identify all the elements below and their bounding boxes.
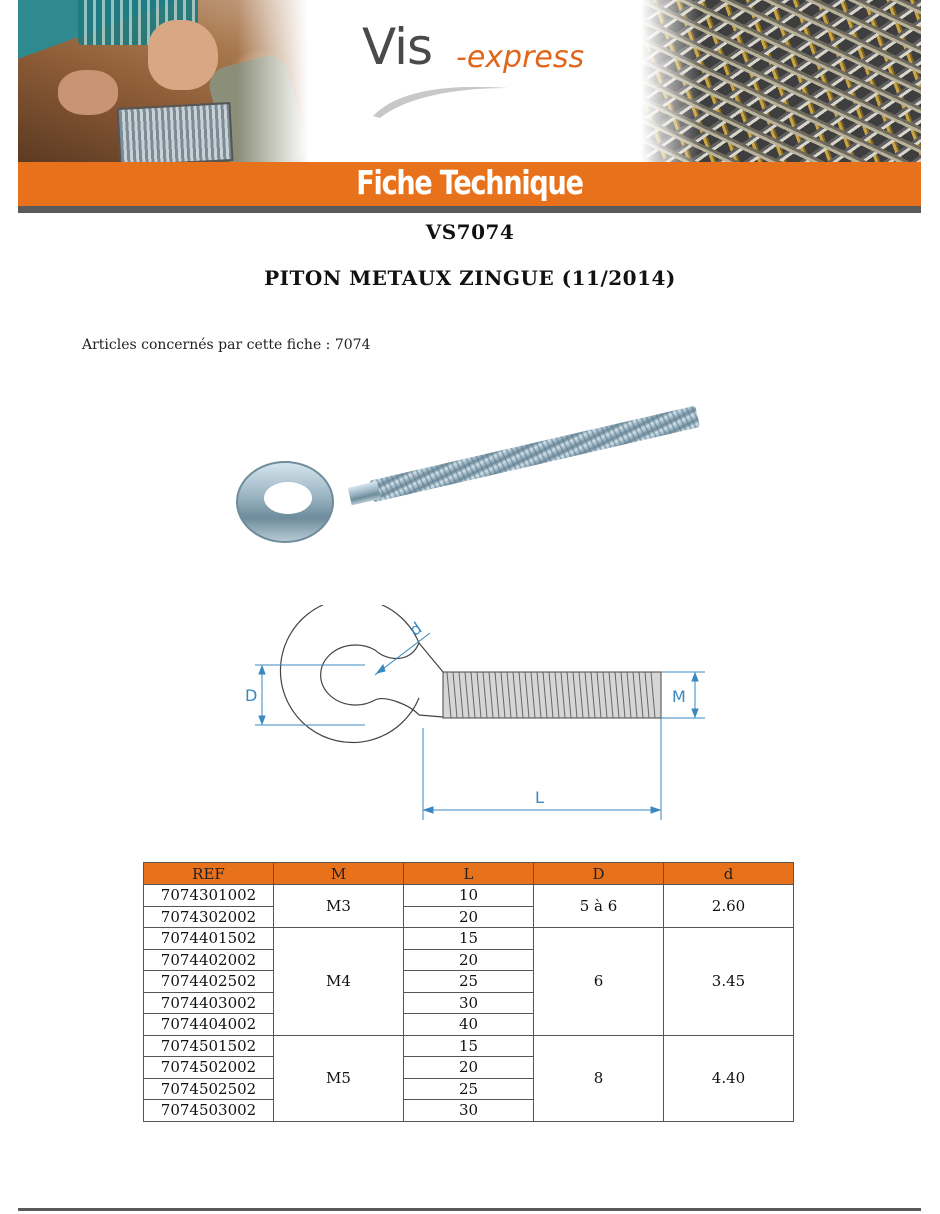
ref-cell: 7074302002 — [144, 906, 274, 928]
l-cell: 30 — [404, 1100, 534, 1122]
workshop-photo — [18, 0, 308, 162]
ref-cell: 7074502502 — [144, 1078, 274, 1100]
ref-cell: 7074502002 — [144, 1057, 274, 1079]
label-L: L — [535, 788, 544, 807]
label-M: M — [672, 687, 686, 706]
m-cell: M4 — [274, 928, 404, 1036]
ref-cell: 7074402002 — [144, 949, 274, 971]
dimension-diagram — [225, 605, 715, 830]
big-d-cell: 5 à 6 — [534, 885, 664, 928]
l-cell: 20 — [404, 1057, 534, 1079]
ref-cell: 7074503002 — [144, 1100, 274, 1122]
vis-express-logo — [348, 18, 648, 118]
footer-divider — [18, 1208, 921, 1211]
label-D: D — [245, 686, 258, 705]
col-header-big-d: D — [534, 863, 664, 885]
logo-vis-text: Vis — [362, 18, 433, 76]
m-cell: M3 — [274, 885, 404, 928]
l-cell: 15 — [404, 928, 534, 950]
col-header-m: M — [274, 863, 404, 885]
table-row — [144, 928, 794, 950]
spec-table — [143, 862, 794, 1122]
l-cell: 15 — [404, 1035, 534, 1057]
articles-concerned: Articles concernés par cette fiche : 7074 — [82, 337, 371, 353]
m-cell: M5 — [274, 1035, 404, 1121]
l-cell: 40 — [404, 1014, 534, 1036]
product-photo — [230, 400, 710, 550]
col-header-l: L — [404, 863, 534, 885]
logo-swoosh-icon — [368, 80, 528, 120]
l-cell: 20 — [404, 906, 534, 928]
l-cell: 20 — [404, 949, 534, 971]
small-d-cell: 3.45 — [664, 928, 794, 1036]
ref-cell: 7074402502 — [144, 971, 274, 993]
ref-cell: 7074404002 — [144, 1014, 274, 1036]
product-code: VS7074 — [425, 220, 515, 244]
logo-express-text: -express — [456, 40, 585, 75]
title-bar — [18, 162, 921, 206]
l-cell: 25 — [404, 971, 534, 993]
table-row — [144, 1035, 794, 1057]
col-header-small-d: d — [664, 863, 794, 885]
small-d-cell: 2.60 — [664, 885, 794, 928]
col-header-ref: REF — [144, 863, 274, 885]
l-cell: 30 — [404, 992, 534, 1014]
banner-title: Fiche Technique — [356, 163, 583, 202]
ref-cell: 7074501502 — [144, 1035, 274, 1057]
ref-cell: 7074301002 — [144, 885, 274, 907]
product-title: PITON METAUX ZINGUE (11/2014) — [264, 266, 676, 290]
table-header-row — [144, 863, 794, 885]
screws-photo — [641, 0, 921, 162]
l-cell: 10 — [404, 885, 534, 907]
header-banner — [18, 0, 921, 162]
label-d: d — [405, 618, 426, 640]
big-d-cell: 6 — [534, 928, 664, 1036]
big-d-cell: 8 — [534, 1035, 664, 1121]
small-d-cell: 4.40 — [664, 1035, 794, 1121]
header-divider — [18, 206, 921, 213]
ref-cell: 7074403002 — [144, 992, 274, 1014]
l-cell: 25 — [404, 1078, 534, 1100]
table-row — [144, 885, 794, 907]
ref-cell: 7074401502 — [144, 928, 274, 950]
